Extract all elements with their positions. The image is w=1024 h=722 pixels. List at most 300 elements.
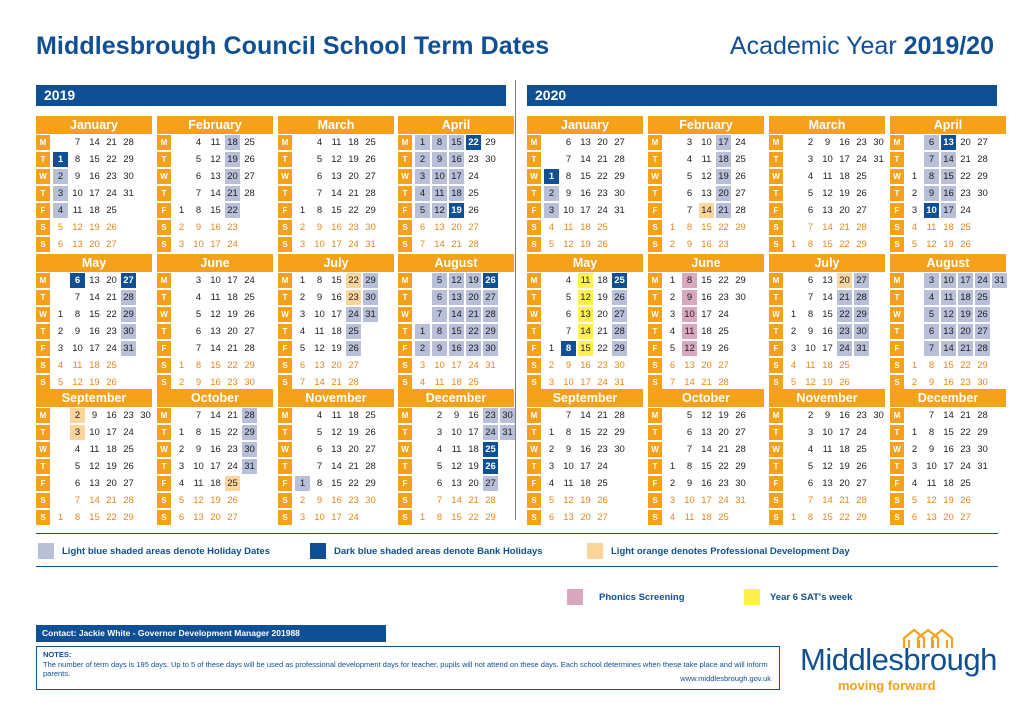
date-cell: 19 xyxy=(348,154,359,165)
date-cell: 4 xyxy=(316,410,323,421)
date-cell: 7 xyxy=(316,461,323,472)
bank-holiday-swatch xyxy=(310,543,326,559)
weekday-row xyxy=(157,220,273,236)
date-cell: 18 xyxy=(943,222,954,233)
date-cell: 14 xyxy=(684,377,695,388)
date-cell: 31 xyxy=(977,461,988,472)
website-link[interactable]: www.middlesbrough.gov.uk xyxy=(680,674,771,683)
date-cell: 23 xyxy=(348,495,359,506)
weekday-label: W xyxy=(278,307,292,322)
date-cell: 27 xyxy=(244,326,255,337)
date-cell: 22 xyxy=(960,360,971,371)
weekday-row xyxy=(278,510,394,526)
date-cell: 29 xyxy=(242,425,257,440)
date-cell: 13 xyxy=(926,512,937,523)
date-cell: 6 xyxy=(299,360,306,371)
date-cell: 27 xyxy=(348,360,359,371)
weekday-row xyxy=(278,425,394,441)
date-cell: 24 xyxy=(837,341,852,356)
weekday-row xyxy=(648,220,764,236)
date-cell: 29 xyxy=(977,427,988,438)
date-cell: 18 xyxy=(468,444,479,455)
date-cell: 14 xyxy=(578,324,593,339)
weekday-label: T xyxy=(890,186,904,201)
weekday-row xyxy=(769,273,885,289)
weekday-label: W xyxy=(398,442,412,457)
weekday-label: M xyxy=(36,408,50,423)
date-cell: 28 xyxy=(718,377,729,388)
weekday-row xyxy=(890,476,1006,492)
date-cell: 1 xyxy=(295,476,310,491)
date-cell: 7 xyxy=(74,495,81,506)
date-cell: 25 xyxy=(718,512,729,523)
weekday-label: S xyxy=(527,237,541,252)
date-cell: 3 xyxy=(911,205,918,216)
date-cell: 10 xyxy=(822,154,833,165)
month-header: April xyxy=(398,116,514,134)
date-cell: 4 xyxy=(686,154,693,165)
date-cell: 19 xyxy=(468,461,479,472)
date-cell: 30 xyxy=(735,478,746,489)
date-cell: 1 xyxy=(419,512,426,523)
date-cell: 29 xyxy=(977,360,988,371)
date-cell: 26 xyxy=(346,341,361,356)
date-cell: 1 xyxy=(299,275,306,286)
date-cell: 8 xyxy=(686,222,693,233)
month-header: September xyxy=(527,389,643,407)
date-cell: 11 xyxy=(193,478,204,489)
date-cell: 30 xyxy=(244,377,255,388)
date-cell: 10 xyxy=(563,205,574,216)
date-cell: 15 xyxy=(822,239,833,250)
date-cell: 13 xyxy=(822,205,833,216)
weekday-label: W xyxy=(648,442,662,457)
date-cell: 28 xyxy=(483,307,498,322)
date-cell: 8 xyxy=(316,205,323,216)
date-cell: 2 xyxy=(415,341,430,356)
weekday-label: M xyxy=(398,273,412,288)
date-cell: 28 xyxy=(348,377,359,388)
year-divider xyxy=(515,80,516,520)
date-cell: 13 xyxy=(701,188,712,199)
date-cell: 2 xyxy=(57,326,64,337)
weekday-row xyxy=(36,273,152,289)
date-cell: 23 xyxy=(348,222,359,233)
month-october-2020 xyxy=(648,389,764,523)
weekday-label: W xyxy=(398,169,412,184)
date-cell: 17 xyxy=(331,309,342,320)
weekday-row xyxy=(890,273,1006,289)
date-cell: 7 xyxy=(686,444,693,455)
date-cell: 30 xyxy=(873,410,884,421)
date-cell: 25 xyxy=(244,292,255,303)
date-cell: 18 xyxy=(449,186,464,201)
weekday-row xyxy=(769,425,885,441)
date-cell: 6 xyxy=(686,188,693,199)
date-cell: 27 xyxy=(244,171,255,182)
weekday-label: S xyxy=(890,510,904,525)
date-cell: 20 xyxy=(718,427,729,438)
date-cell: 8 xyxy=(74,512,81,523)
date-cell: 2 xyxy=(669,239,676,250)
weekday-row xyxy=(157,324,273,340)
weekday-row xyxy=(648,476,764,492)
date-cell: 8 xyxy=(432,324,447,339)
date-cell: 20 xyxy=(106,478,117,489)
date-cell: 19 xyxy=(348,427,359,438)
date-cell: 20 xyxy=(580,512,591,523)
date-cell: 22 xyxy=(839,512,850,523)
date-cell: 23 xyxy=(960,444,971,455)
weekday-row xyxy=(157,290,273,306)
weekday-row xyxy=(890,425,1006,441)
academic-year-label: Academic Year xyxy=(729,32,897,60)
date-cell: 21 xyxy=(106,137,117,148)
date-cell: 28 xyxy=(856,495,867,506)
date-cell: 29 xyxy=(485,137,496,148)
date-cell: 16 xyxy=(822,326,833,337)
date-cell: 14 xyxy=(580,410,591,421)
date-cell: 29 xyxy=(735,275,746,286)
year-bar-2019: 2019 xyxy=(36,85,506,106)
date-cell: 4 xyxy=(911,222,918,233)
weekday-label: S xyxy=(278,237,292,252)
date-cell: 8 xyxy=(807,512,814,523)
weekday-label: T xyxy=(278,290,292,305)
date-cell: 7 xyxy=(299,377,306,388)
month-july-2019 xyxy=(278,254,394,388)
date-cell: 21 xyxy=(839,495,850,506)
weekday-label: T xyxy=(890,152,904,167)
weekday-row xyxy=(157,203,273,219)
weekday-label: S xyxy=(398,358,412,373)
weekday-label: F xyxy=(278,203,292,218)
date-cell: 24 xyxy=(123,427,134,438)
date-cell: 28 xyxy=(856,222,867,233)
weekday-label: F xyxy=(157,341,171,356)
date-cell: 23 xyxy=(227,444,238,455)
date-cell: 27 xyxy=(735,427,746,438)
weekday-label: M xyxy=(157,273,171,288)
date-cell: 14 xyxy=(331,188,342,199)
date-cell: 25 xyxy=(960,478,971,489)
date-cell: 25 xyxy=(612,273,627,288)
date-cell: 5 xyxy=(415,203,430,218)
date-cell: 30 xyxy=(977,188,988,199)
weekday-label: W xyxy=(157,442,171,457)
weekday-label: T xyxy=(36,290,50,305)
month-february-2020 xyxy=(648,116,764,250)
date-cell: 28 xyxy=(121,290,136,305)
date-cell: 22 xyxy=(227,427,238,438)
weekday-row xyxy=(278,408,394,424)
weekday-label: T xyxy=(398,425,412,440)
weekday-row xyxy=(527,237,643,253)
date-cell: 6 xyxy=(57,239,64,250)
date-cell: 1 xyxy=(544,169,559,184)
date-cell: 15 xyxy=(331,478,342,489)
date-cell: 9 xyxy=(453,410,460,421)
date-cell: 21 xyxy=(960,410,971,421)
date-cell: 1 xyxy=(57,512,64,523)
date-cell: 9 xyxy=(91,410,98,421)
date-cell: 14 xyxy=(699,203,714,218)
academic-year xyxy=(730,32,994,61)
date-cell: 5 xyxy=(686,410,693,421)
date-cell: 11 xyxy=(331,137,342,148)
date-cell: 24 xyxy=(468,360,479,371)
date-cell: 20 xyxy=(466,290,481,305)
weekday-label: S xyxy=(527,493,541,508)
weekday-row xyxy=(527,203,643,219)
weekday-row xyxy=(769,510,885,526)
weekday-row xyxy=(648,493,764,509)
weekday-label: S xyxy=(398,375,412,390)
weekday-label: W xyxy=(769,307,783,322)
weekday-row xyxy=(648,324,764,340)
weekday-row xyxy=(769,237,885,253)
date-cell: 15 xyxy=(941,169,956,184)
date-cell: 21 xyxy=(451,239,462,250)
date-cell: 16 xyxy=(210,444,221,455)
date-cell: 10 xyxy=(314,309,325,320)
date-cell: 13 xyxy=(563,512,574,523)
date-cell: 16 xyxy=(701,478,712,489)
date-cell: 20 xyxy=(958,324,973,339)
date-cell: 25 xyxy=(346,324,361,339)
weekday-row xyxy=(769,135,885,151)
date-cell: 27 xyxy=(365,444,376,455)
weekday-label: T xyxy=(769,290,783,305)
date-cell: 11 xyxy=(578,273,593,288)
weekday-row xyxy=(890,510,1006,526)
date-cell: 17 xyxy=(839,154,850,165)
weekday-label: T xyxy=(648,324,662,339)
weekday-row xyxy=(278,237,394,253)
date-cell: 4 xyxy=(669,326,676,337)
weekday-label: S xyxy=(398,493,412,508)
date-cell: 6 xyxy=(316,444,323,455)
date-cell: 28 xyxy=(123,495,134,506)
date-cell: 24 xyxy=(856,427,867,438)
date-cell: 8 xyxy=(436,512,443,523)
month-header: April xyxy=(890,116,1006,134)
date-cell: 4 xyxy=(790,360,797,371)
weekday-label: F xyxy=(769,341,783,356)
date-cell: 30 xyxy=(614,444,625,455)
date-cell: 2 xyxy=(790,326,797,337)
date-cell: 24 xyxy=(483,425,498,440)
date-cell: 25 xyxy=(365,410,376,421)
date-cell: 7 xyxy=(807,495,814,506)
weekday-label: T xyxy=(398,152,412,167)
date-cell: 13 xyxy=(822,478,833,489)
date-cell: 22 xyxy=(466,324,481,339)
date-cell: 18 xyxy=(451,377,462,388)
date-cell: 8 xyxy=(928,427,935,438)
date-cell: 14 xyxy=(580,154,591,165)
date-cell: 28 xyxy=(614,154,625,165)
date-cell: 23 xyxy=(227,222,238,233)
date-cell: 6 xyxy=(419,222,426,233)
weekday-row xyxy=(278,442,394,458)
date-cell: 3 xyxy=(436,427,443,438)
logo-wordmark: Middlesbrough xyxy=(800,642,997,677)
date-cell: 27 xyxy=(854,273,869,288)
weekday-row xyxy=(36,169,152,185)
date-cell: 3 xyxy=(178,239,185,250)
weekday-label: T xyxy=(157,290,171,305)
weekday-row xyxy=(648,408,764,424)
date-cell: 28 xyxy=(612,324,627,339)
date-cell: 27 xyxy=(612,307,627,322)
weekday-row xyxy=(769,203,885,219)
date-cell: 19 xyxy=(839,461,850,472)
month-may-2019 xyxy=(36,254,152,388)
legend-bank-text: Dark blue shaded areas denote Bank Holidays xyxy=(334,545,543,557)
date-cell: 29 xyxy=(483,324,498,339)
weekday-row xyxy=(157,237,273,253)
weekday-row xyxy=(648,341,764,357)
legend-phonics xyxy=(567,589,685,605)
date-cell: 28 xyxy=(123,137,134,148)
date-cell: 29 xyxy=(735,222,746,233)
date-cell: 20 xyxy=(106,275,117,286)
date-cell: 5 xyxy=(911,495,918,506)
date-cell: 30 xyxy=(123,171,134,182)
date-cell: 12 xyxy=(193,495,204,506)
weekday-row xyxy=(527,459,643,475)
date-cell: 3 xyxy=(415,169,430,184)
date-cell: 1 xyxy=(57,309,64,320)
date-cell: 23 xyxy=(106,326,117,337)
date-cell: 4 xyxy=(911,478,918,489)
date-cell: 6 xyxy=(807,478,814,489)
date-cell: 22 xyxy=(718,461,729,472)
date-cell: 13 xyxy=(578,307,593,322)
weekday-label: M xyxy=(157,135,171,150)
weekday-label: F xyxy=(890,203,904,218)
date-cell: 9 xyxy=(928,377,935,388)
date-cell: 23 xyxy=(227,377,238,388)
date-cell: 28 xyxy=(242,408,257,423)
date-cell: 18 xyxy=(958,290,973,305)
legend-prof xyxy=(587,543,850,559)
date-cell: 2 xyxy=(911,377,918,388)
date-cell: 21 xyxy=(348,461,359,472)
weekday-label: F xyxy=(36,203,50,218)
date-cell: 9 xyxy=(565,360,572,371)
date-cell: 25 xyxy=(244,137,255,148)
weekday-label: F xyxy=(527,203,541,218)
month-december-2020 xyxy=(890,389,1006,523)
weekday-label: T xyxy=(527,186,541,201)
date-cell: 19 xyxy=(331,343,342,354)
date-cell: 10 xyxy=(432,169,447,184)
weekday-label: T xyxy=(278,324,292,339)
date-cell: 8 xyxy=(561,341,576,356)
date-cell: 25 xyxy=(597,478,608,489)
date-cell: 16 xyxy=(943,444,954,455)
date-cell: 28 xyxy=(244,343,255,354)
date-cell: 31 xyxy=(500,425,515,440)
weekday-label: T xyxy=(769,324,783,339)
date-cell: 28 xyxy=(977,154,988,165)
date-cell: 11 xyxy=(682,324,697,339)
date-cell: 7 xyxy=(419,239,426,250)
date-cell: 30 xyxy=(977,377,988,388)
date-cell: 23 xyxy=(468,154,479,165)
date-cell: 30 xyxy=(242,442,257,457)
date-cell: 5 xyxy=(436,461,443,472)
weekday-row xyxy=(157,152,273,168)
date-cell: 8 xyxy=(682,273,697,288)
date-cell: 17 xyxy=(958,273,973,288)
date-cell: 10 xyxy=(941,273,956,288)
date-cell: 12 xyxy=(72,222,83,233)
date-cell: 11 xyxy=(563,478,574,489)
weekday-label: S xyxy=(36,237,50,252)
date-cell: 4 xyxy=(807,171,814,182)
date-cell: 11 xyxy=(331,410,342,421)
date-cell: 3 xyxy=(924,273,939,288)
date-cell: 27 xyxy=(483,290,498,305)
date-cell: 4 xyxy=(178,478,185,489)
date-cell: 18 xyxy=(348,137,359,148)
date-cell: 26 xyxy=(597,495,608,506)
date-cell: 15 xyxy=(580,171,591,182)
date-cell: 9 xyxy=(807,326,814,337)
date-cell: 7 xyxy=(316,188,323,199)
date-cell: 12 xyxy=(563,495,574,506)
weekday-row xyxy=(157,510,273,526)
date-cell: 16 xyxy=(468,410,479,421)
weekday-row xyxy=(36,203,152,219)
date-cell: 15 xyxy=(822,512,833,523)
date-cell: 11 xyxy=(451,444,462,455)
date-cell: 8 xyxy=(74,309,81,320)
date-cell: 7 xyxy=(565,326,572,337)
date-cell: 23 xyxy=(597,188,608,199)
date-cell: 31 xyxy=(123,188,134,199)
date-cell: 5 xyxy=(565,292,572,303)
date-cell: 12 xyxy=(432,203,447,218)
date-cell: 28 xyxy=(468,239,479,250)
weekday-label: M xyxy=(157,408,171,423)
date-cell: 12 xyxy=(926,239,937,250)
month-august-2020 xyxy=(890,254,1006,388)
date-cell: 2 xyxy=(53,169,68,184)
date-cell: 4 xyxy=(415,186,430,201)
weekday-row xyxy=(769,152,885,168)
weekday-label: F xyxy=(157,203,171,218)
date-cell: 17 xyxy=(89,343,100,354)
date-cell: 29 xyxy=(856,239,867,250)
date-cell: 4 xyxy=(57,360,64,371)
weekday-row xyxy=(648,135,764,151)
date-cell: 4 xyxy=(548,222,555,233)
date-cell: 15 xyxy=(451,512,462,523)
date-cell: 15 xyxy=(943,360,954,371)
weekday-label: S xyxy=(157,493,171,508)
date-cell: 7 xyxy=(924,341,939,356)
date-cell: 22 xyxy=(466,135,481,150)
date-cell: 22 xyxy=(718,275,729,286)
date-cell: 18 xyxy=(597,275,608,286)
date-cell: 20 xyxy=(348,444,359,455)
date-cell: 27 xyxy=(121,273,136,288)
date-cell: 20 xyxy=(716,186,731,201)
